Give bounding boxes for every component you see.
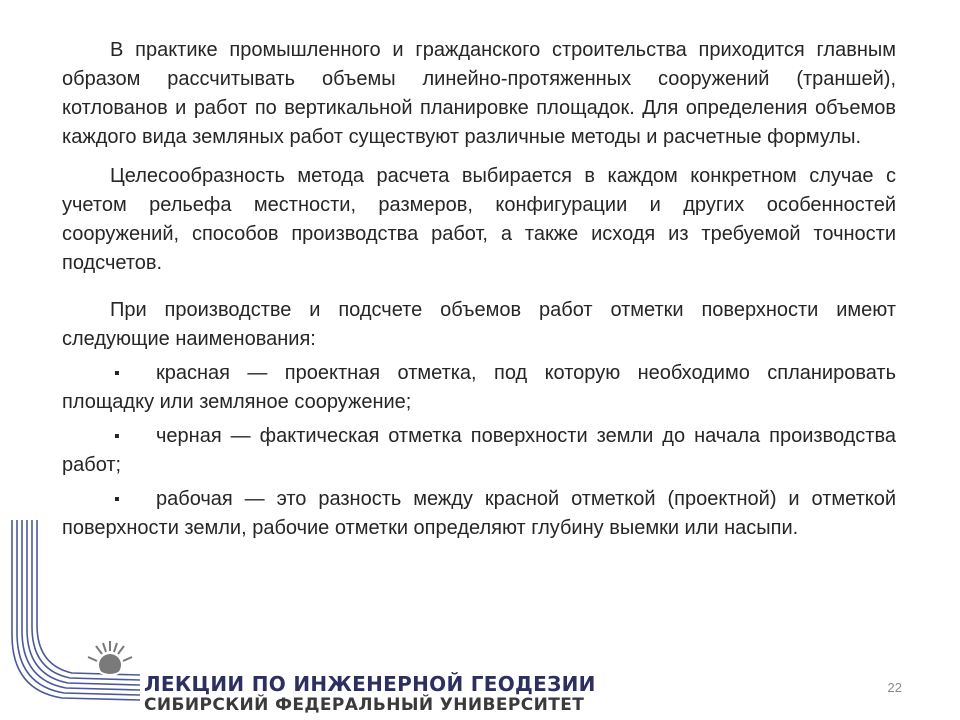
paragraph-method: Целесообразность метода расчета выбирается в каждом конкретном случае с учетом рельефа местности, размеров, конфигурации и других особенностей сооружений, способов производства работ, а также исходя из требуемой точности подсчетов. bbox=[62, 165, 896, 274]
list-item-black-mark bbox=[62, 422, 896, 480]
bullet-square-icon: ▪ bbox=[114, 491, 120, 508]
decorative-curved-lines bbox=[12, 520, 140, 700]
slide-content bbox=[62, 36, 896, 543]
list-item-text: рабочая — это разность между красной отметкой (проектной) и отметкой поверхности земли, рабочие отметки определяют глубину выемки или насыпи. bbox=[62, 488, 896, 539]
list-item-text: черная — фактическая отметка поверхности земли до начала производства работ; bbox=[62, 425, 896, 476]
university-logo-icon bbox=[88, 641, 132, 676]
footer-title: ЛЕКЦИИ ПО ИНЖЕНЕРНОЙ ГЕОДЕЗИИ bbox=[144, 672, 596, 696]
list-item-text: красная — проектная отметка, под которую необходимо спланировать площадку или земляное сооружение; bbox=[62, 362, 896, 413]
page-number: 22 bbox=[887, 680, 902, 695]
bullet-square-icon: ▪ bbox=[114, 428, 120, 445]
marks-list bbox=[62, 359, 896, 543]
paragraph-marks-intro: При производстве и подсчете объемов работ отметки поверхности имеют следующие наименования: bbox=[62, 299, 896, 350]
list-item-red-mark bbox=[62, 359, 896, 417]
paragraph-intro: В практике промышленного и гражданского строительства приходится главным образом рассчитывать объемы линейно-протяженных сооружений (траншей), котлованов и работ по вертикальной планировке площадок. Для определения объемов каждого вида земляных работ существуют различные методы и расчетные формулы. bbox=[62, 39, 896, 148]
footer-university-name: СИБИРСКИЙ ФЕДЕРАЛЬНЫЙ УНИВЕРСИТЕТ bbox=[144, 695, 585, 715]
bullet-square-icon: ▪ bbox=[114, 365, 120, 382]
